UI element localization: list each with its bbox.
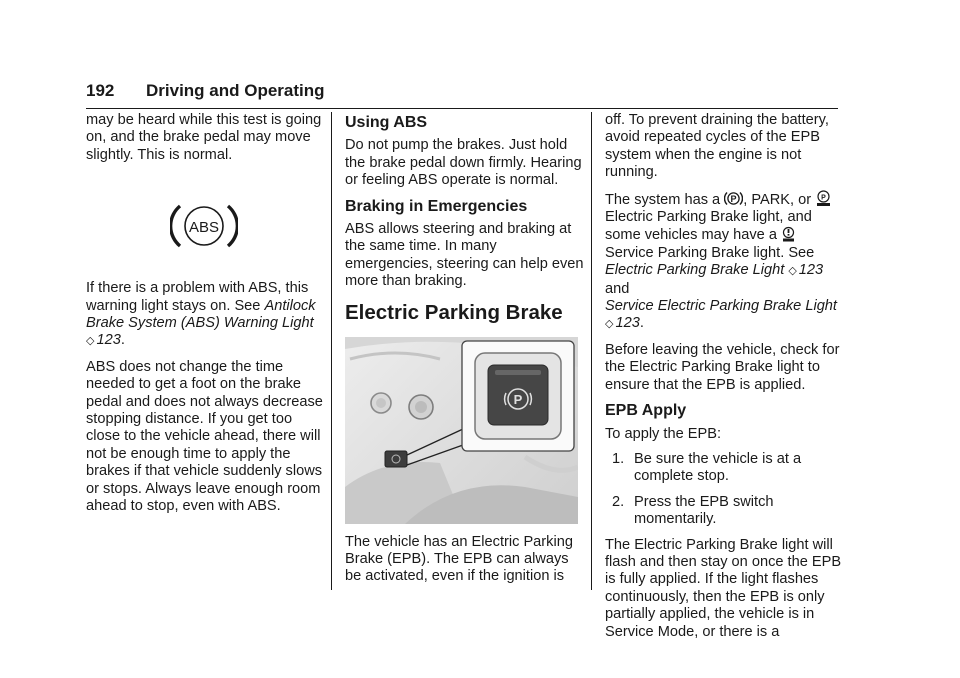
link-epb-light[interactable]: Electric Parking Brake Light: [605, 262, 785, 279]
page-header: [86, 82, 838, 109]
paragraph: ABS allows steering and braking at the same time. In many emergencies, steering can help even more than braking.: [345, 221, 584, 290]
paragraph: If there is a problem with ABS, this warning light stays on. See Antilock Brake System (ABS) Warning Light ◇ 123.: [86, 280, 316, 349]
column-divider: [331, 112, 332, 590]
paragraph: To apply the EPB:: [605, 425, 722, 442]
link-service-epb-light[interactable]: Service Electric Parking Brake Light: [605, 298, 837, 315]
svg-text:P: P: [821, 194, 827, 202]
service-brake-icon: [781, 226, 796, 242]
column-2: [345, 112, 585, 594]
paragraph: The vehicle has an Electric Parking Brake (EPB). The EPB can always be activated, even if the ignition is: [345, 533, 573, 585]
page-ref[interactable]: 123: [96, 332, 121, 349]
paragraph: Do not pump the brakes. Just hold the brake pedal down firmly. Hearing or feeling ABS operate is normal.: [345, 137, 582, 189]
svg-text:P: P: [730, 193, 737, 204]
apply-steps: [605, 451, 845, 529]
column-divider: [591, 112, 592, 590]
abs-warning-icon: [170, 202, 238, 250]
paragraph: off. To prevent draining the battery, avoid repeated cycles of the EPB system when the engine is not running.: [605, 112, 829, 181]
page-ref[interactable]: 123: [798, 262, 824, 279]
parking-brake-icon: [724, 190, 743, 207]
paragraph: Before leaving the vehicle, check for the Electric Parking Brake light to ensure that the EPB is applied.: [605, 341, 840, 393]
heading-braking-emergencies: Braking in Emergencies: [345, 197, 528, 215]
heading-epb-apply: EPB Apply: [605, 402, 687, 420]
paragraph: may be heard while this test is going on, and the brake pedal may move slightly. This is normal.: [86, 112, 322, 163]
epb-switch-photo: [345, 337, 578, 524]
park-brake-alt-icon: [815, 190, 832, 207]
page-number: 192: [86, 81, 115, 100]
paragraph: The Electric Parking Brake light will flash and then stay on once the EPB is fully applied. If the light flashes continuously, then the EPB is only partially applied, the vehicle is in Service Mode, or there is a: [605, 536, 842, 640]
reference-arrow-icon: ◇: [605, 318, 614, 331]
reference-arrow-icon: ◇: [86, 335, 95, 348]
section-title: Driving and Operating: [146, 81, 325, 100]
link-abs-warning-light[interactable]: Antilock Brake System (ABS) Warning Light: [86, 297, 316, 332]
column-3: [605, 112, 845, 649]
heading-using-abs: Using ABS: [345, 114, 428, 131]
paragraph: The system has a P , PARK, or P Electric Parking Brake light, and some vehicles may have a Service Parking Brake light. See Electric Parking Brake Light ◇ 123 and Service Electric Parking Brake Light ◇ 123.: [605, 191, 837, 332]
svg-text:P: P: [513, 391, 523, 407]
heading-electric-parking-brake: Electric Parking Brake: [345, 300, 563, 324]
page-ref[interactable]: 123: [615, 315, 640, 332]
list-item: 2. Press the EPB switch momentarily.: [612, 493, 774, 528]
abs-icon-text: ABS: [188, 219, 220, 237]
reference-arrow-icon: ◇: [788, 265, 797, 278]
column-1: [86, 112, 326, 524]
list-item: 1. Be sure the vehicle is at a complete stop.: [612, 450, 802, 485]
paragraph: ABS does not change the time needed to get a foot on the brake pedal and does not always decrease stopping distance. If you get too close to the vehicle ahead, there will not be enough time to apply the brakes if that vehicle suddenly slows or stops. Always leave enough room ahead to stop, even with ABS.: [86, 358, 323, 515]
